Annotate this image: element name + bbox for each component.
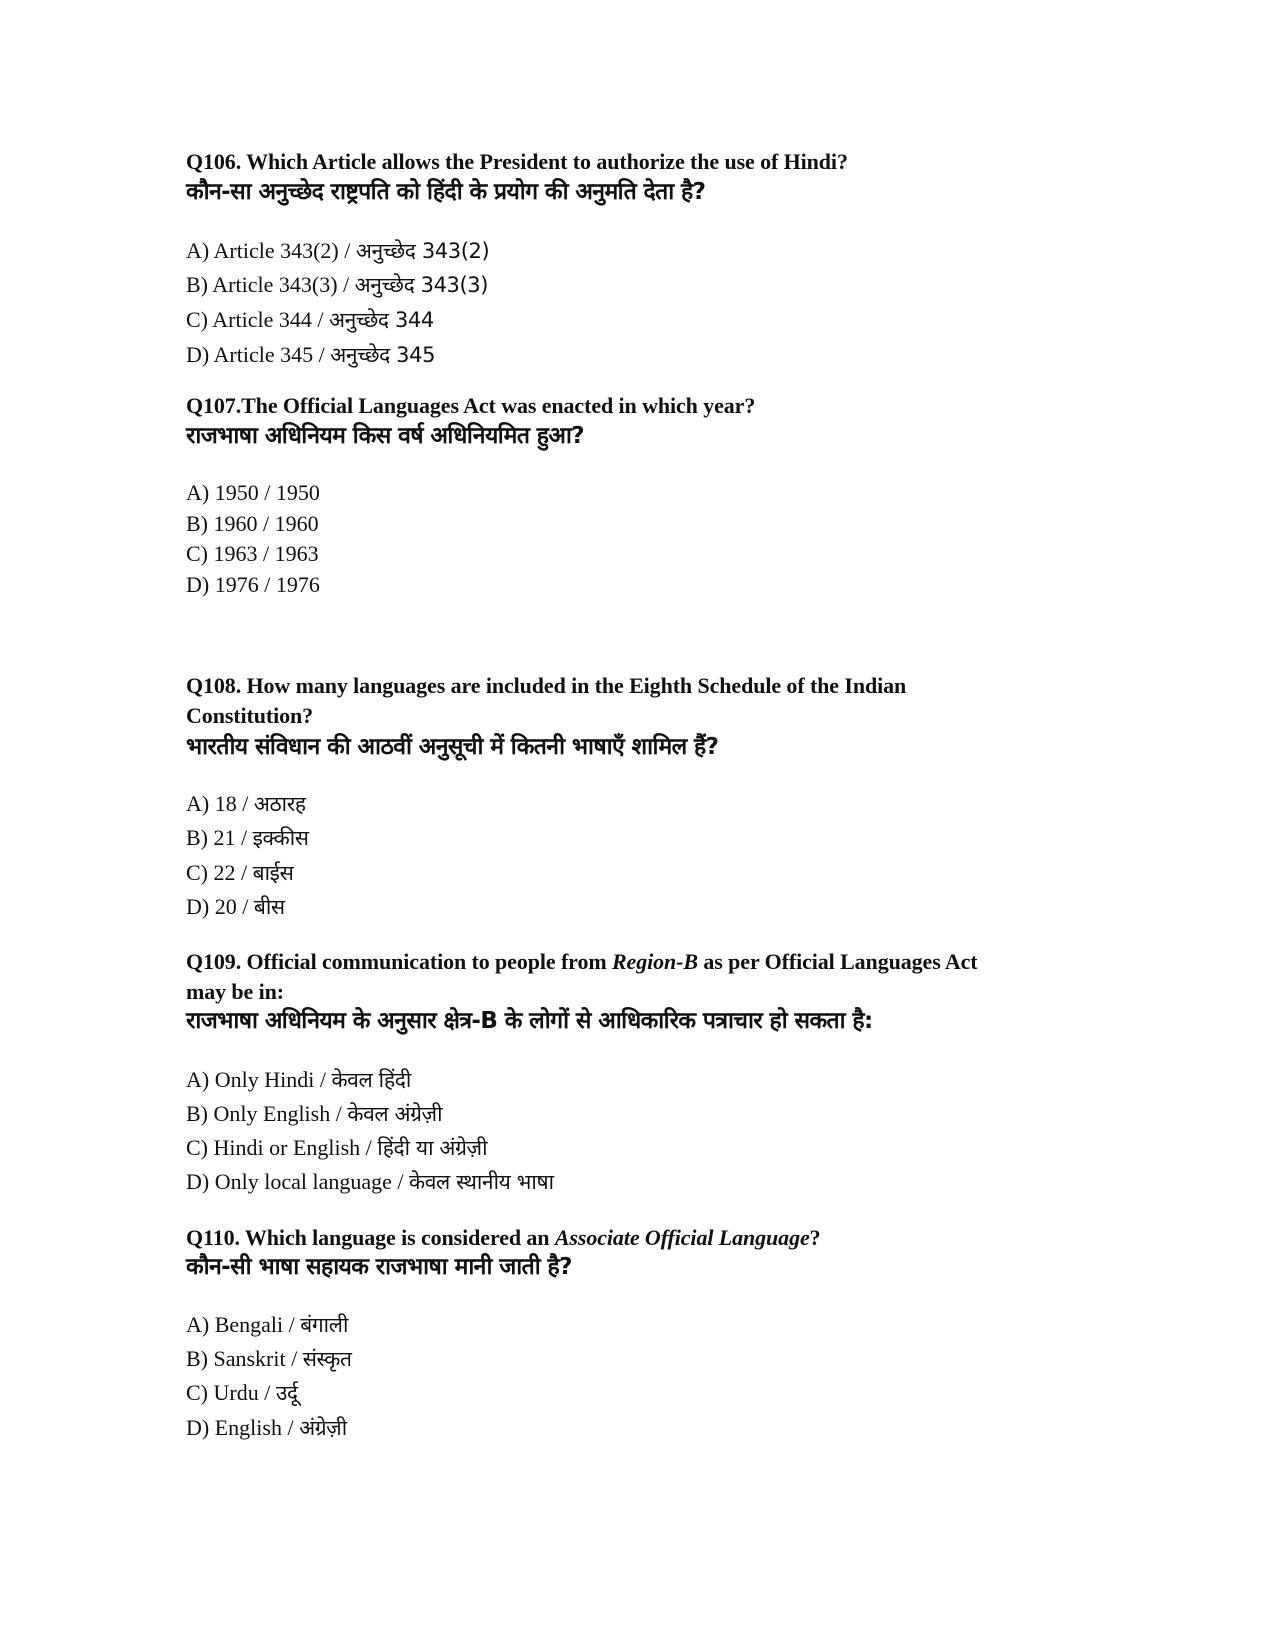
option-hindi: 1950: [275, 480, 320, 505]
title-text: as per Official Languages Act: [697, 949, 978, 974]
option-label: A) Bengali /: [186, 1312, 301, 1337]
option-label: B) 1960 /: [186, 511, 275, 536]
option-hindi: अठारह: [253, 792, 306, 816]
option-label: B) Article 343(3) /: [186, 272, 355, 297]
option-label: D) Article 345 /: [186, 342, 331, 367]
option-q106-b: [186, 274, 488, 296]
option-hindi: हिंदी या अंग्रेज़ी: [377, 1136, 488, 1160]
option-q109-b: [186, 1103, 442, 1125]
title-text: Q110. Which language is considered an: [186, 1225, 555, 1250]
option-label: C) Hindi or English /: [186, 1135, 378, 1160]
option-hindi: 1976: [275, 572, 320, 597]
option-label: D) 20 /: [186, 894, 254, 919]
option-label: C) Article 344 /: [186, 307, 329, 332]
option-label: A) Only Hindi /: [186, 1067, 332, 1092]
question-title-q108-line2: Constitution?: [186, 703, 314, 728]
question-hindi-q108: भारतीय संविधान की आठवीं अनुसूची में कितनी भाषाएँ शामिल हैं?: [186, 734, 719, 760]
option-label: B) Sanskrit /: [186, 1346, 303, 1371]
option-hindi: इक्कीस: [252, 826, 309, 850]
question-title-q106: Q106. Which Article allows the President to authorize the use of Hindi?: [186, 149, 848, 174]
option-q108-b: [186, 827, 309, 849]
option-q109-d: [186, 1171, 554, 1193]
option-label: C) Urdu /: [186, 1380, 276, 1405]
option-q106-c: [186, 309, 434, 331]
question-hindi-q106: कौन-सा अनुच्छेद राष्ट्रपति को हिंदी के प्रयोग की अनुमति देता है?: [186, 179, 706, 205]
title-text: ?: [809, 1225, 821, 1250]
question-title-q109: [186, 951, 978, 973]
option-hindi: अनुच्छेद 345: [330, 343, 436, 367]
option-q108-a: [186, 793, 306, 815]
option-hindi: अनुच्छेद 343(2): [355, 239, 490, 263]
option-hindi: केवल अंग्रेज़ी: [347, 1102, 443, 1126]
option-hindi: अनुच्छेद 343(3): [354, 273, 489, 297]
question-hindi-q109: राजभाषा अधिनियम के अनुसार क्षेत्र-B के लोगों से आधिकारिक पत्राचार हो सकता है:: [186, 1008, 873, 1034]
option-label: B) 21 /: [186, 825, 253, 850]
option-q110-c: [186, 1382, 298, 1404]
option-label: D) 1976 /: [186, 572, 276, 597]
option-hindi: बंगाली: [300, 1313, 348, 1337]
option-label: A) Article 343(2) /: [186, 238, 356, 263]
option-hindi: केवल स्थानीय भाषा: [409, 1170, 554, 1194]
title-emphasis: Associate Official Language: [554, 1225, 810, 1250]
option-q107-b: [186, 513, 319, 535]
option-q108-c: [186, 862, 293, 884]
option-hindi: अनुच्छेद 344: [328, 308, 434, 332]
option-label: C) 22 /: [186, 860, 253, 885]
option-q107-a: [186, 482, 320, 504]
option-label: B) Only English /: [186, 1101, 348, 1126]
option-q110-b: [186, 1348, 352, 1370]
option-label: A) 1950 /: [186, 480, 276, 505]
option-label: C) 1963 /: [186, 541, 275, 566]
option-q107-c: [186, 543, 319, 565]
question-title-q108: Q108. How many languages are included in the Eighth Schedule of the Indian: [186, 673, 907, 698]
option-label: A) 18 /: [186, 791, 254, 816]
option-hindi: बाईस: [252, 861, 294, 885]
question-title-q109-line2: may be in:: [186, 979, 285, 1004]
question-hindi-q107: राजभाषा अधिनियम किस वर्ष अधिनियमित हुआ?: [186, 423, 585, 449]
option-label: D) Only local language /: [186, 1169, 409, 1194]
option-hindi: 1963: [274, 541, 319, 566]
question-title-q110: [186, 1227, 821, 1249]
option-hindi: 1960: [274, 511, 319, 536]
question-title-q107: Q107.The Official Languages Act was enacted in which year?: [186, 393, 756, 418]
option-q106-a: [186, 240, 489, 262]
option-q109-c: [186, 1137, 487, 1159]
option-q109-a: [186, 1069, 411, 1091]
option-hindi: अंग्रेज़ी: [299, 1416, 347, 1440]
option-q107-d: [186, 574, 320, 596]
option-q108-d: [186, 896, 285, 918]
option-label: D) English /: [186, 1415, 300, 1440]
option-q110-d: [186, 1417, 347, 1439]
option-hindi: उर्दू: [275, 1381, 298, 1405]
option-hindi: संस्कृत: [302, 1347, 352, 1371]
option-hindi: बीस: [253, 895, 285, 919]
option-q106-d: [186, 344, 435, 366]
option-q110-a: [186, 1314, 348, 1336]
title-emphasis: Region-B: [611, 949, 698, 974]
title-text: Q109. Official communication to people from: [186, 949, 612, 974]
question-hindi-q110: कौन-सी भाषा सहायक राजभाषा मानी जाती है?: [186, 1254, 572, 1280]
option-hindi: केवल हिंदी: [331, 1068, 411, 1092]
